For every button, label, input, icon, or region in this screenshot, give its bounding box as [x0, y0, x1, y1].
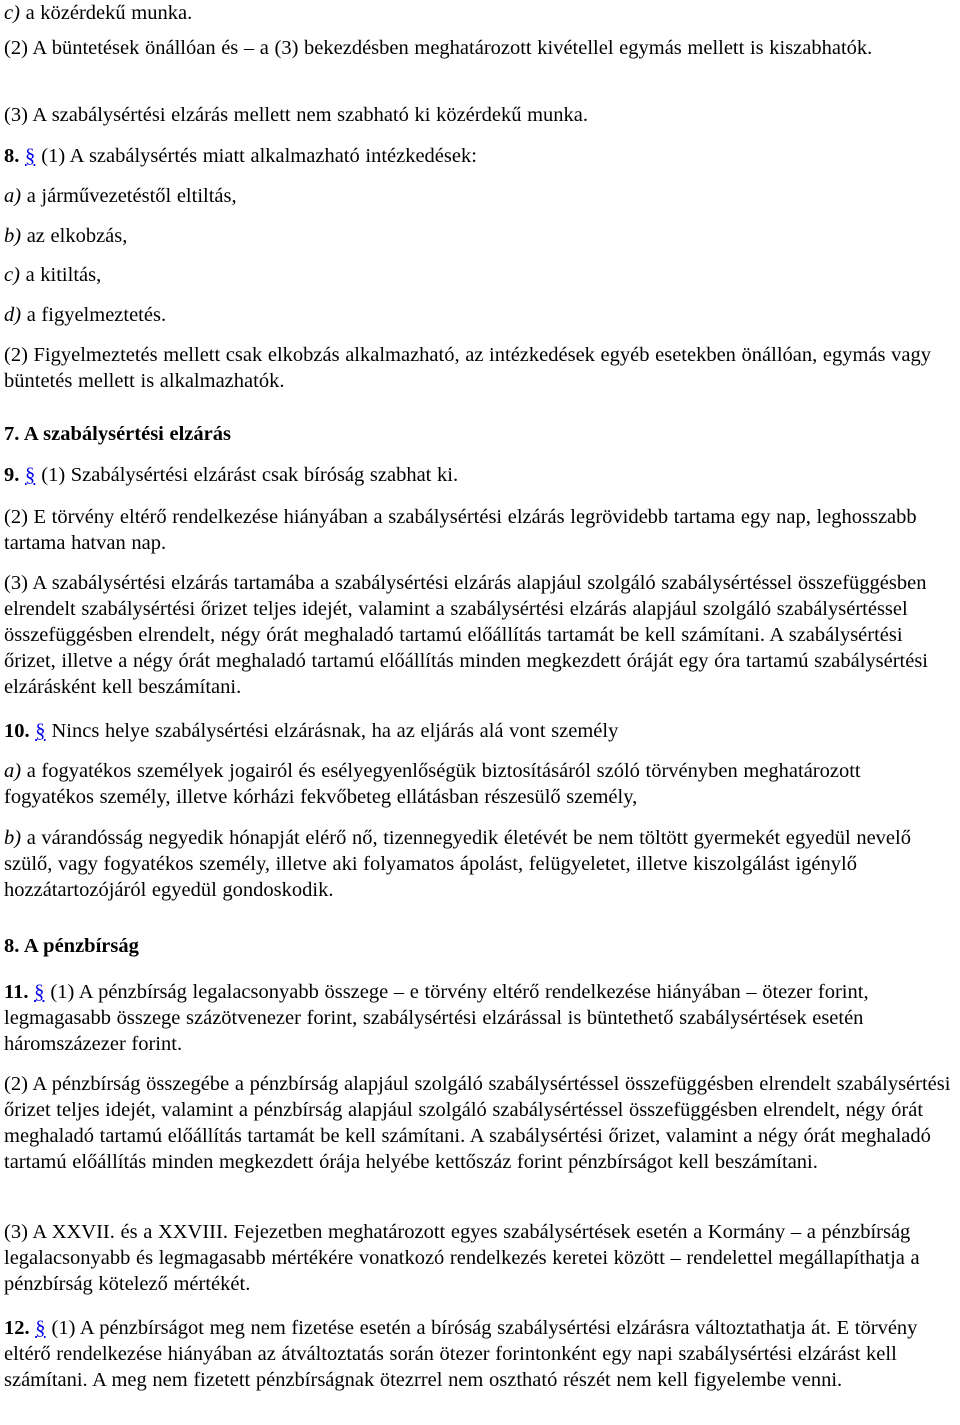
point-letter: c): [4, 2, 20, 24]
point-letter: c): [4, 264, 20, 286]
point-text: a figyelmeztetés.: [21, 304, 167, 326]
point-b-10: [4, 825, 956, 903]
paragraph-text: (2) Figyelmeztetés mellett csak elkobzás alkalmazható, az intézkedések egyéb esetekben önállóan, egymás vagy büntetés mellett is alkalmazhatók.: [4, 344, 931, 392]
paragraph-2-penzbirsag: [4, 1071, 956, 1175]
paragraph-2: [4, 35, 872, 61]
section-text: (1) A szabálysértés miatt alkalmazható intézkedések:: [41, 145, 477, 167]
paragraph-2-elzaras: [4, 504, 956, 556]
point-letter: b): [4, 225, 22, 247]
point-letter: b): [4, 827, 22, 849]
section-symbol-link[interactable]: §: [35, 720, 46, 742]
section-number: 12.: [4, 1317, 30, 1339]
paragraph-text: (3) A szabálysértési elzárás mellett nem szabható ki közérdekű munka.: [4, 104, 588, 126]
section-9: [4, 462, 458, 488]
paragraph-2-figyelmeztetes: [4, 342, 956, 394]
point-letter: a): [4, 185, 22, 207]
point-a-10: [4, 758, 956, 810]
paragraph-3-elzaras: [4, 570, 956, 700]
point-text: a járművezetéstől eltiltás,: [21, 185, 237, 207]
paragraph-text: (3) A XXVII. és a XXVIII. Fejezetben meghatározott egyes szabálysértések esetén a Kormány – a pénzbírság legalacsonyabb és legmagasabb mértékére vonatkozó rendelkezés keretei között – rendelettel megállapíthatja a pénzbírság kötelező mértékét.: [4, 1221, 920, 1295]
point-text: a fogyatékos személyek jogairól és esélyegyenlőségük biztosításáról szóló törvényben meghatározott fogyatékos személy, illetve kórházi fekvőbeteg ellátásban részesülő személy,: [4, 760, 861, 808]
paragraph-text: (2) A büntetések önállóan és – a (3) bekezdésben meghatározott kivétellel egymás mellett is kiszabhatók.: [4, 37, 873, 59]
point-c: [4, 262, 101, 288]
section-symbol-link[interactable]: §: [25, 145, 36, 167]
section-number: 10.: [4, 720, 30, 742]
section-8: [4, 143, 477, 169]
section-symbol-link[interactable]: §: [34, 981, 45, 1003]
point-a: [4, 183, 237, 209]
point-text: az elkobzás,: [21, 225, 128, 247]
point-text: a közérdekű munka.: [19, 2, 193, 24]
paragraph-3-penzbirsag: [4, 1219, 956, 1297]
section-symbol-link[interactable]: §: [35, 1317, 46, 1339]
section-number: 11.: [4, 981, 29, 1003]
point-b: [4, 223, 127, 249]
subtitle-7: [4, 421, 231, 447]
paragraph-text: (2) A pénzbírság összegébe a pénzbírság alapjául szolgáló szabálysértéssel összefüggésben elrendelt szabálysértési őrizet teljes idejét, valamint a pénzbírság alapjául szolgáló szabálysértéssel összefüggésben elrendelt, négy órát meghaladó tartamú előállítás tartamát be kell számítani. A szabálysértési őrizet, valamint a négy órát meghaladó tartamú előállítás minden megkezdett órája helyébe kettőszáz forint pénzbírságot kell beszámítani.: [4, 1073, 951, 1173]
section-text: (1) A pénzbírságot meg nem fizetése esetén a bíróság szabálysértési elzárásra változtathatja át. E törvény eltérő rendelkezése hiányában az átváltoztatás során ötezer forintonként egy napi szabálysértési elzárást kell számítani. A meg nem fizetett pénzbírságnak ötezrrel nem osztható részét nem kell figyelembe venni.: [4, 1317, 918, 1391]
section-text: (1) A pénzbírság legalacsonyabb összege – e törvény eltérő rendelkezése hiányában – ötezer forint, legmagasabb összege százötvenezer forint, szabálysértési elzárással is büntethető szabálysértések esetén háromszázezer forint.: [4, 981, 869, 1055]
section-10: [4, 718, 618, 744]
subtitle-8: [4, 933, 139, 959]
section-text: Nincs helye szabálysértési elzárásnak, ha az eljárás alá vont személy: [51, 720, 619, 742]
section-symbol-link[interactable]: §: [25, 464, 36, 486]
paragraph-c: [4, 0, 192, 26]
point-letter: a): [4, 760, 22, 782]
section-number: 8.: [4, 145, 20, 167]
subtitle-text: 7. A szabálysértési elzárás: [4, 423, 231, 445]
paragraph-text: (3) A szabálysértési elzárás tartamába a szabálysértési elzárás alapjául szolgáló szabálysértéssel összefüggésben elrendelt szabálysértési őrizet teljes idejét, valamint a szabálysértési elzárás alapjául szolgáló szabálysértéssel összefüggésben elrendelt, négy órát meghaladó tartamú előállítás tartamát be kell számítani. A szabálysértési őrizet, illetve a négy órát meghaladó tartamú előállítás minden megkezdett óráját egy óra tartamú szabálysértési elzárásként kell beszámítani.: [4, 572, 929, 698]
subtitle-text: 8. A pénzbírság: [4, 935, 139, 957]
point-text: a kitiltás,: [19, 264, 102, 286]
paragraph-text: (2) E törvény eltérő rendelkezése hiányában a szabálysértési elzárás legrövidebb tartama egy nap, leghosszabb tartama hatvan nap.: [4, 506, 917, 554]
section-11: [4, 979, 956, 1057]
section-text: (1) Szabálysértési elzárást csak bíróság szabhat ki.: [41, 464, 459, 486]
point-text: a várandósság negyedik hónapját elérő nő, tizennegyedik életévét be nem töltött gyermekét egyedül nevelő szülő, vagy fogyatékos személy, illetve aki folyamatos ápolást, felügyeletet, illetve kiszolgálást igénylő hozzátartozójáról egyedül gondoskodik.: [4, 827, 911, 901]
paragraph-3: [4, 102, 588, 128]
section-12: [4, 1315, 956, 1393]
point-d: [4, 302, 166, 328]
section-number: 9.: [4, 464, 20, 486]
point-letter: d): [4, 304, 22, 326]
